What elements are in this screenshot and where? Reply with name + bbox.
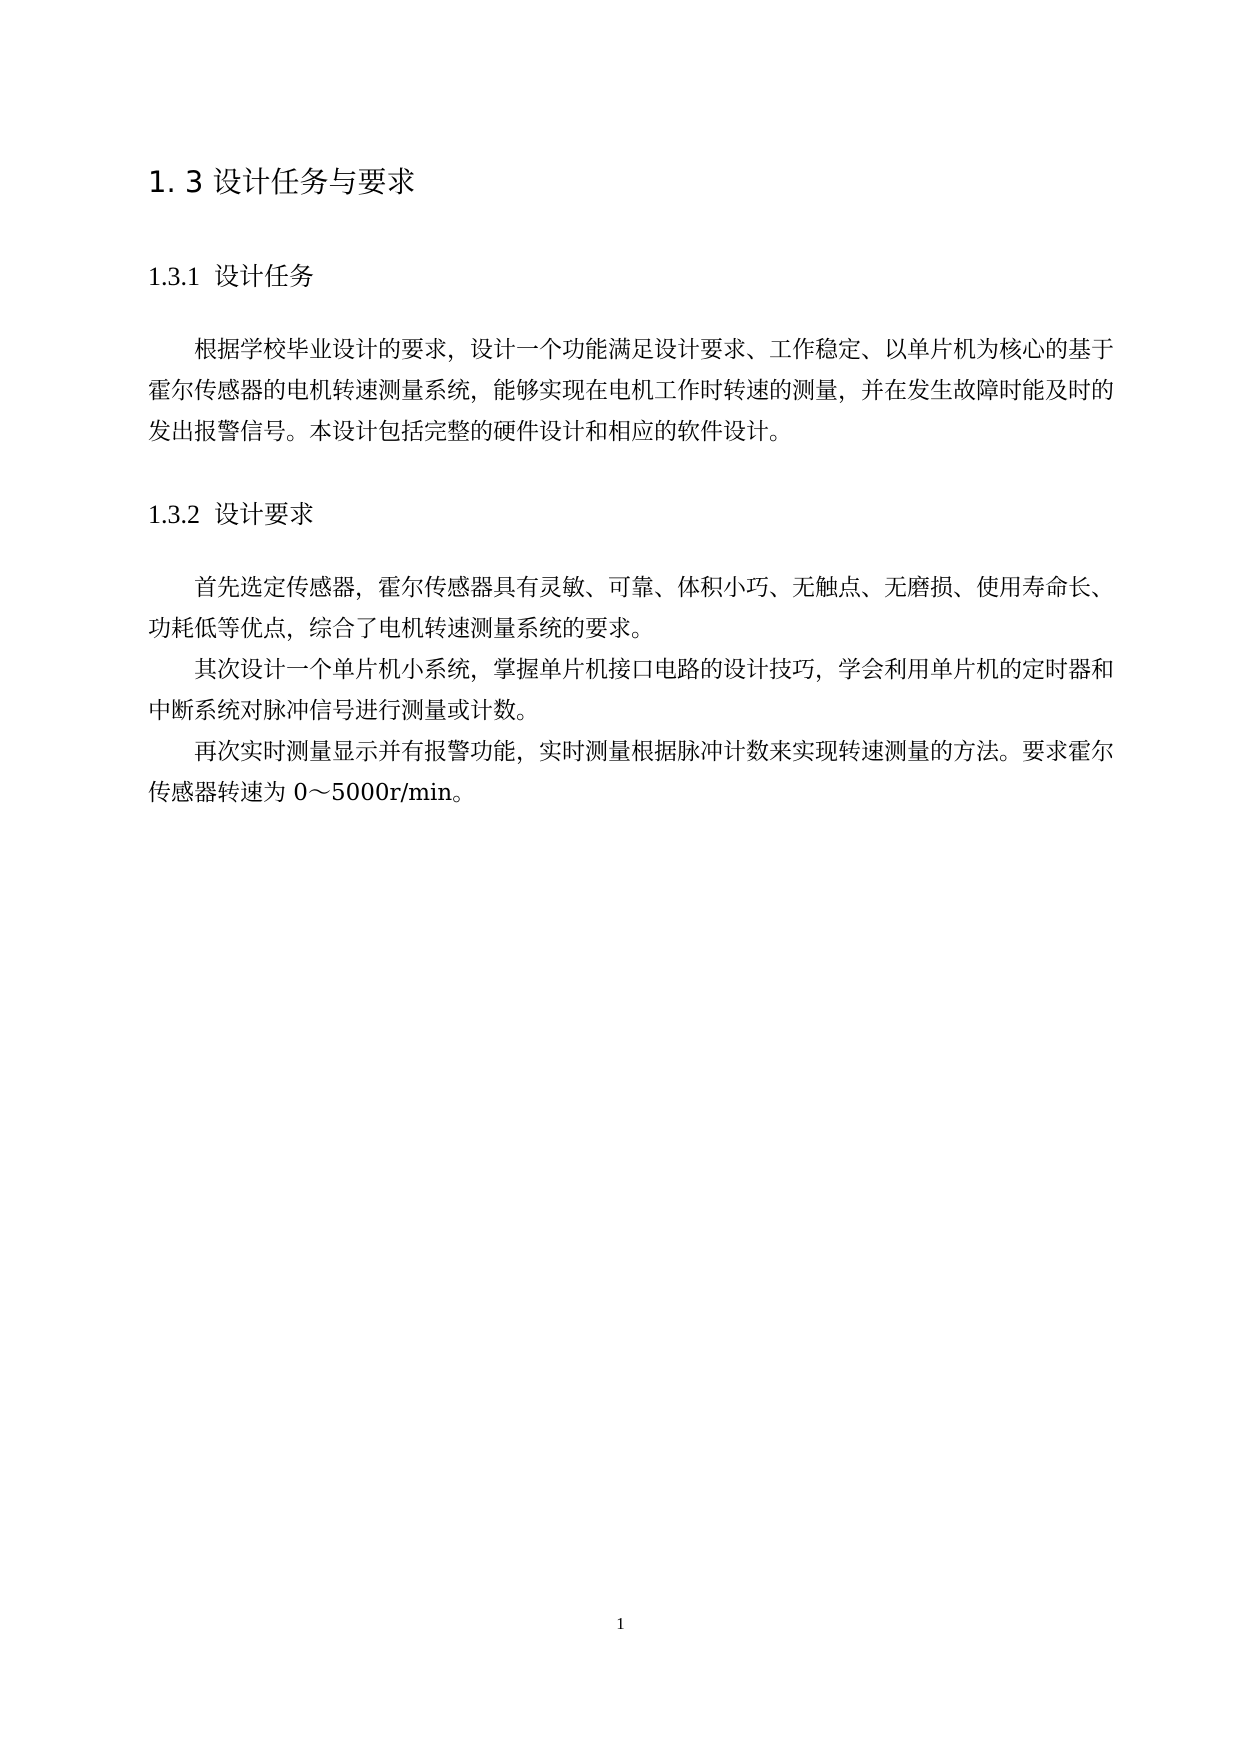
subsection-title: 设计要求 — [214, 500, 315, 529]
subsection-heading-design-task — [148, 257, 314, 293]
paragraph-requirement-display: 再次实时测量显示并有报警功能，实时测量根据脉冲计数来实现转速测量的方法。要求霍尔传感器转速为 0～5000r/min。 — [148, 739, 1114, 806]
subsection-number: 1.3.2 — [148, 500, 200, 529]
subsection-title: 设计任务 — [214, 262, 315, 291]
subsection-number: 1.3.1 — [148, 262, 200, 291]
section-title: 1. 3 设计任务与要求 — [148, 165, 416, 199]
paragraph-design-task: 根据学校毕业设计的要求，设计一个功能满足设计要求、工作稳定、以单片机为核心的基于霍尔传感器的电机转速测量系统，能够实现在电机工作时转速的测量，并在发生故障时能及时的发出报警信号。本设计包括完整的硬件设计和相应的软件设计。 — [148, 337, 1114, 445]
paragraph-requirement-mcu: 其次设计一个单片机小系统，掌握单片机接口电路的设计技巧，学会利用单片机的定时器和中断系统对脉冲信号进行测量或计数。 — [148, 657, 1114, 724]
page-number: 1 — [616, 1614, 625, 1633]
subsection-heading-design-requirements — [148, 495, 314, 531]
paragraph-requirement-sensor: 首先选定传感器，霍尔传感器具有灵敏、可靠、体积小巧、无触点、无磨损、使用寿命长、功耗低等优点，综合了电机转速测量系统的要求。 — [148, 575, 1114, 642]
